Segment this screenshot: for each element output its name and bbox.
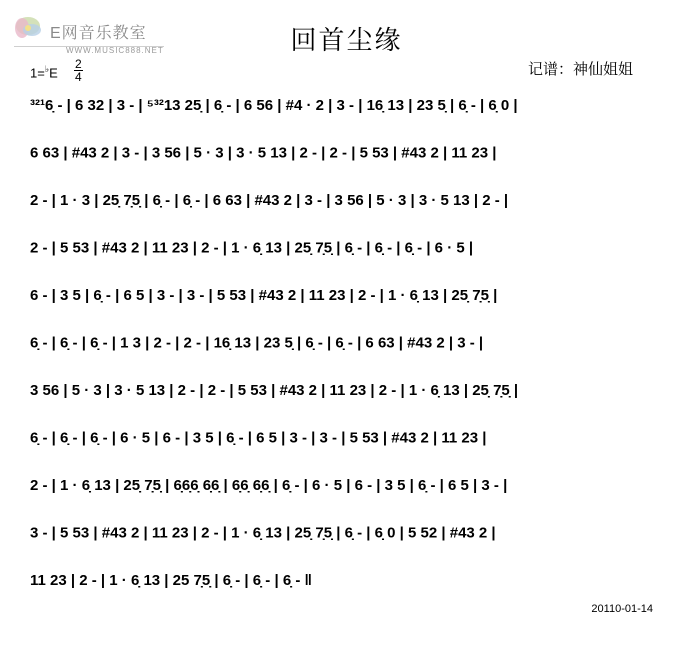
key-accidental: ♭ — [44, 64, 50, 74]
author-credit: 记谱：神仙姐姐 — [528, 61, 634, 78]
score-line: 2 - | 5 53 | #43 2 | 11 23 | 2 - | 1 · 6̣ 13 | 25̣ 7̣5̣ | 6̣ - | 6̣ - | 6̣ - | 6 · 5 | — [30, 239, 474, 257]
key-prefix: 1= — [30, 65, 45, 81]
score-line: 2 - | 1 · 6̣ 13 | 25̣ 7̣5̣ | 6̣6̣6̣ 6̣6̣ | 6̣6̣ 6̣6̣ | 6̣ - | 6 · 5 | 6 - | 3 5 | 6̣ - | 6 5 | 3 - | — [30, 477, 508, 494]
time-bottom: 4 — [75, 70, 82, 84]
score-line: ³²¹6̣ - | 6 32 | 3 - | ⁵³²13 25̣ | 6̣ - | 6 56 | #4 · 2 | 3 - | 16̣ 13 | 23 5̣ | 6̣ - | 6̣ 0 | — [30, 97, 518, 114]
key-note: E — [49, 65, 58, 81]
score-line: 6̣ - | 6̣ - | 6̣ - | 6 · 5 | 6 - | 3 5 | 6̣ - | 6 5 | 3 - | 3 - | 5 53 | #43 2 | 11 23 | — [30, 429, 487, 447]
date-stamp: 20110-01-14 — [591, 603, 653, 615]
score-line: 3 - | 5 53 | #43 2 | 11 23 | 2 - | 1 · 6̣ 13 | 25̣ 7̣5̣ | 6̣ - | 6̣ 0 | 5 52 | #43 2 | — [30, 524, 496, 542]
score-line: 6̣ - | 6̣ - | 6̣ - | 1 3 | 2 - | 2 - | 16̣ 13 | 23 5̣ | 6̣ - | 6̣ - | 6 63 | #43 2 | 3 - | — [30, 334, 484, 352]
time-top: 2 — [75, 57, 82, 71]
logo-text: E网音乐教室 — [50, 25, 147, 42]
logo-url: WWW.MUSIC888.NET — [66, 46, 164, 55]
score-line: 11 23 | 2 - | 1 · 6̣ 13 | 25 7̣5̣ | 6̣ - | 6̣ - | 6̣ - ‖ — [30, 572, 312, 589]
score-line: 6 63 | #43 2 | 3 - | 3 56 | 5 · 3 | 3 · 5 13 | 2 - | 2 - | 5 53 | #43 2 | 11 23 | — [30, 144, 497, 162]
score-line: 3 56 | 5 · 3 | 3 · 5 13 | 2 - | 2 - | 5 53 | #43 2 | 11 23 | 2 - | 1 · 6̣ 13 | 25̣ 7̣5̣ | — [30, 382, 519, 399]
song-title: 回首尘缘 — [290, 25, 403, 55]
score-line: 2 - | 1 · 3 | 25̣ 7̣5̣ | 6̣ - | 6̣ - | 6 63 | #43 2 | 3 - | 3 56 | 5 · 3 | 3 · 5 13 | 2 - | — [30, 192, 509, 209]
score-line: 6 - | 3 5 | 6̣ - | 6 5 | 3 - | 3 - | 5 53 | #43 2 | 11 23 | 2 - | 1 · 6̣ 13 | 25̣ 7̣5̣ | — [30, 287, 498, 304]
